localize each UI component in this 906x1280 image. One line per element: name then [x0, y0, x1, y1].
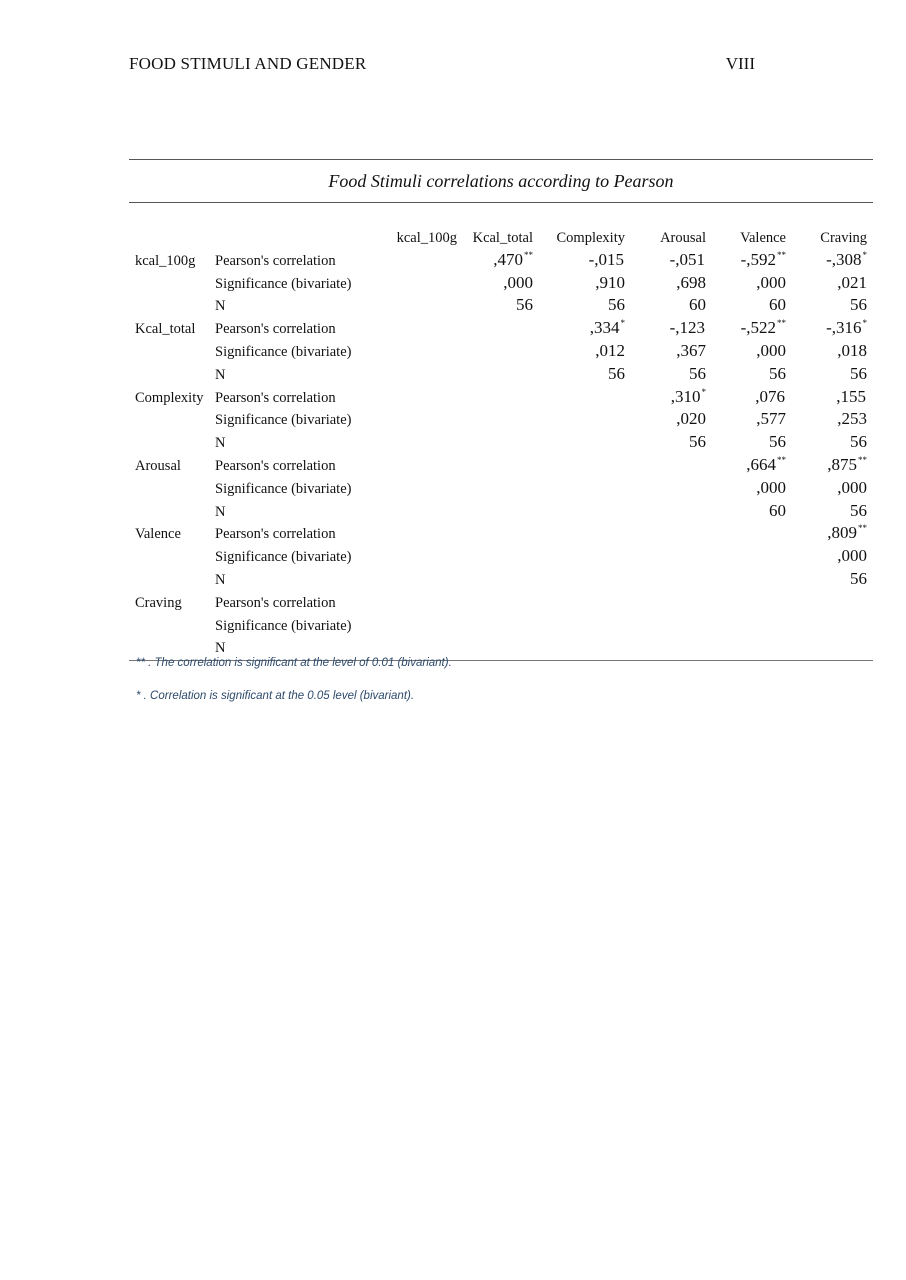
correlation-cell: [631, 384, 712, 407]
significance-cell: ,698: [676, 272, 706, 292]
significance-cell: [463, 338, 539, 361]
significance-cell: ,000: [837, 477, 867, 497]
statistic-label: N: [215, 435, 226, 452]
significance-marker: *: [862, 318, 867, 329]
statistic-label: Significance (bivariate): [215, 343, 352, 360]
row-variable-label: [129, 543, 215, 566]
correlation-value: ,076: [755, 386, 785, 406]
page-number: VIII: [725, 54, 755, 73]
significance-cell: [631, 543, 712, 566]
significance-cell: [393, 407, 463, 430]
statistic-label: N: [215, 298, 226, 315]
table-row: [129, 612, 873, 635]
n-cell: 56: [769, 363, 786, 383]
n-cell: 56: [608, 363, 625, 383]
correlation-cell: [631, 315, 712, 338]
row-variable-label: [129, 361, 215, 384]
n-cell: 56: [689, 432, 706, 452]
significance-cell: ,000: [837, 546, 867, 566]
correlation-cell: [539, 315, 631, 338]
correlation-cell: [712, 384, 792, 407]
n-cell: [631, 498, 712, 521]
table-row: [129, 338, 873, 361]
statistic-label: N: [215, 503, 226, 520]
n-cell: 56: [516, 295, 533, 315]
table-row: [129, 452, 873, 475]
correlation-cell: [539, 247, 631, 270]
significance-cell: [463, 475, 539, 498]
n-cell: [393, 429, 463, 452]
n-cell: 56: [689, 363, 706, 383]
significance-cell: [712, 612, 792, 635]
row-variable-label: [129, 612, 215, 635]
column-header: Complexity: [556, 230, 625, 246]
row-variable-label: [129, 270, 215, 293]
footnote-single-star: * . Correlation is significant at the 0.05 level (bivariant).: [136, 690, 415, 702]
significance-cell: ,018: [837, 340, 867, 360]
correlation-cell: [463, 315, 539, 338]
n-cell: 60: [689, 295, 706, 315]
row-variable-label: [129, 293, 215, 316]
correlation-cell: [463, 384, 539, 407]
correlation-cell: [393, 521, 463, 544]
significance-marker: **: [858, 454, 867, 465]
significance-cell: [539, 407, 631, 430]
correlation-value: -,015: [588, 249, 624, 269]
correlation-table-block: [129, 159, 873, 661]
row-variable-label: [129, 566, 215, 589]
correlation-cell: [393, 247, 463, 270]
n-cell: [712, 566, 792, 589]
significance-marker: **: [777, 249, 786, 260]
n-cell: [463, 429, 539, 452]
row-variable-label: [129, 407, 215, 430]
n-cell: [393, 498, 463, 521]
n-cell: [393, 361, 463, 384]
statistic-label: Pearson's correlation: [215, 321, 336, 338]
correlation-value: ,334: [589, 318, 620, 338]
row-variable-label: [129, 429, 215, 452]
correlation-value: ,809: [827, 523, 857, 543]
row-variable-label: [129, 475, 215, 498]
correlation-value: ,155: [836, 386, 866, 406]
n-cell: 56: [850, 568, 867, 588]
statistic-label: Significance (bivariate): [215, 412, 352, 429]
n-cell: 60: [769, 295, 786, 315]
statistic-label: N: [215, 640, 226, 657]
correlation-cell: [631, 589, 712, 612]
table-row: [129, 521, 873, 544]
correlation-value: -,308: [826, 249, 862, 269]
n-cell: [463, 498, 539, 521]
significance-cell: ,253: [837, 409, 867, 429]
column-header: Arousal: [660, 230, 706, 246]
correlation-cell: [393, 384, 463, 407]
significance-cell: ,020: [676, 409, 706, 429]
table-row: [129, 543, 873, 566]
n-cell: [712, 635, 792, 658]
significance-cell: ,577: [756, 409, 786, 429]
correlation-value: -,522: [740, 318, 776, 338]
significance-cell: [631, 475, 712, 498]
significance-cell: [463, 543, 539, 566]
significance-cell: [712, 543, 792, 566]
table-header-row: [129, 227, 873, 247]
significance-marker: *: [701, 386, 706, 397]
statistic-label: Significance (bivariate): [215, 549, 352, 566]
significance-cell: ,910: [595, 272, 625, 292]
correlation-cell: [792, 452, 873, 475]
significance-cell: [393, 475, 463, 498]
significance-marker: **: [524, 249, 533, 260]
significance-marker: **: [777, 318, 786, 329]
significance-cell: ,012: [595, 340, 625, 360]
statistic-label: Significance (bivariate): [215, 275, 352, 292]
statistic-label: Significance (bivariate): [215, 480, 352, 497]
correlation-value: ,470: [493, 249, 523, 269]
correlation-cell: [539, 521, 631, 544]
n-cell: [463, 635, 539, 658]
significance-cell: ,000: [503, 272, 533, 292]
significance-cell: [539, 475, 631, 498]
table-row: [129, 429, 873, 452]
table-row: [129, 498, 873, 521]
correlation-cell: [631, 452, 712, 475]
n-cell: 56: [850, 295, 867, 315]
row-variable-label: Kcal_total: [135, 321, 196, 338]
correlation-cell: [712, 315, 792, 338]
correlation-cell: [539, 589, 631, 612]
significance-marker: **: [777, 454, 786, 465]
correlation-value: -,592: [740, 249, 776, 269]
n-cell: 56: [850, 500, 867, 520]
column-header: Kcal_total: [472, 230, 533, 246]
table-row: [129, 407, 873, 430]
significance-cell: ,000: [756, 272, 786, 292]
n-cell: 56: [608, 295, 625, 315]
row-variable-label: Valence: [135, 526, 181, 543]
correlation-cell: [463, 521, 539, 544]
n-cell: [539, 635, 631, 658]
row-variable-label: Craving: [135, 594, 182, 611]
correlation-value: -,316: [826, 318, 862, 338]
significance-cell: ,000: [756, 477, 786, 497]
n-cell: 60: [769, 500, 786, 520]
table-row: [129, 589, 873, 612]
table-caption: Food Stimuli correlations according to Pearson: [328, 171, 674, 191]
correlation-value: ,875: [827, 454, 857, 474]
row-variable-label: [129, 338, 215, 361]
significance-marker: *: [862, 249, 867, 260]
row-variable-label: kcal_100g: [135, 252, 196, 269]
correlation-cell: [393, 589, 463, 612]
significance-cell: [393, 338, 463, 361]
significance-cell: ,367: [676, 340, 706, 360]
n-cell: [463, 566, 539, 589]
table-row: [129, 247, 873, 270]
significance-cell: [539, 543, 631, 566]
table-row: [129, 566, 873, 589]
running-head: [129, 54, 755, 76]
statistic-label: N: [215, 366, 226, 383]
correlation-cell: [792, 247, 873, 270]
n-cell: [539, 498, 631, 521]
n-cell: [393, 566, 463, 589]
significance-marker: **: [858, 523, 867, 534]
row-variable-label: Arousal: [135, 457, 181, 474]
statistic-label: Pearson's correlation: [215, 389, 336, 406]
correlation-value: ,310: [670, 386, 701, 406]
correlation-cell: [463, 452, 539, 475]
statistic-label: Pearson's correlation: [215, 526, 336, 543]
n-cell: [631, 566, 712, 589]
correlation-cell: [712, 247, 792, 270]
n-cell: [539, 429, 631, 452]
n-cell: [631, 635, 712, 658]
correlation-cell: [792, 589, 873, 612]
correlation-cell: [792, 521, 873, 544]
correlation-cell: [539, 384, 631, 407]
significance-cell: [393, 543, 463, 566]
correlation-value: -,123: [669, 318, 705, 338]
correlation-cell: [631, 521, 712, 544]
caption-rule: [129, 202, 873, 203]
correlation-cell: [792, 384, 873, 407]
correlation-cell: [712, 452, 792, 475]
correlation-table: [129, 227, 873, 657]
n-cell: 56: [850, 363, 867, 383]
n-cell: [393, 635, 463, 658]
table-body: [129, 247, 873, 657]
row-variable-label: Complexity: [135, 389, 204, 406]
n-cell: [463, 361, 539, 384]
significance-cell: [393, 612, 463, 635]
row-variable-label: [129, 498, 215, 521]
significance-cell: [631, 612, 712, 635]
table-row: [129, 475, 873, 498]
n-cell: 56: [850, 432, 867, 452]
significance-cell: [792, 612, 873, 635]
table-row: [129, 635, 873, 658]
n-cell: [539, 566, 631, 589]
significance-cell: ,000: [756, 340, 786, 360]
significance-marker: *: [620, 318, 625, 329]
significance-cell: [393, 270, 463, 293]
column-header: Craving: [820, 230, 867, 246]
correlation-cell: [539, 452, 631, 475]
significance-cell: [463, 612, 539, 635]
correlation-cell: [393, 452, 463, 475]
header-blank: [215, 227, 393, 247]
significance-cell: ,021: [837, 272, 867, 292]
row-variable-label: [129, 635, 215, 658]
correlation-cell: [631, 247, 712, 270]
significance-cell: [539, 612, 631, 635]
statistic-label: Significance (bivariate): [215, 617, 352, 634]
correlation-value: -,051: [669, 249, 705, 269]
running-title: FOOD STIMULI AND GENDER: [129, 54, 367, 73]
header-blank: [129, 227, 215, 247]
column-header: kcal_100g: [396, 230, 457, 246]
table-row: [129, 293, 873, 316]
column-header: Valence: [740, 230, 786, 246]
table-row: [129, 315, 873, 338]
table-row: [129, 361, 873, 384]
footnote-double-star: ** . The correlation is significant at the level of 0.01 (bivariant).: [136, 657, 452, 669]
correlation-cell: [463, 589, 539, 612]
correlation-cell: [792, 315, 873, 338]
statistic-label: Pearson's correlation: [215, 252, 336, 269]
table-row: [129, 384, 873, 407]
n-cell: 56: [769, 432, 786, 452]
correlation-value: ,664: [746, 454, 776, 474]
n-cell: [393, 293, 463, 316]
correlation-cell: [393, 315, 463, 338]
significance-cell: [463, 407, 539, 430]
table-row: [129, 270, 873, 293]
correlation-cell: [712, 521, 792, 544]
statistic-label: Pearson's correlation: [215, 594, 336, 611]
statistic-label: Pearson's correlation: [215, 457, 336, 474]
n-cell: [792, 635, 873, 658]
correlation-cell: [463, 247, 539, 270]
correlation-cell: [712, 589, 792, 612]
statistic-label: N: [215, 571, 226, 588]
